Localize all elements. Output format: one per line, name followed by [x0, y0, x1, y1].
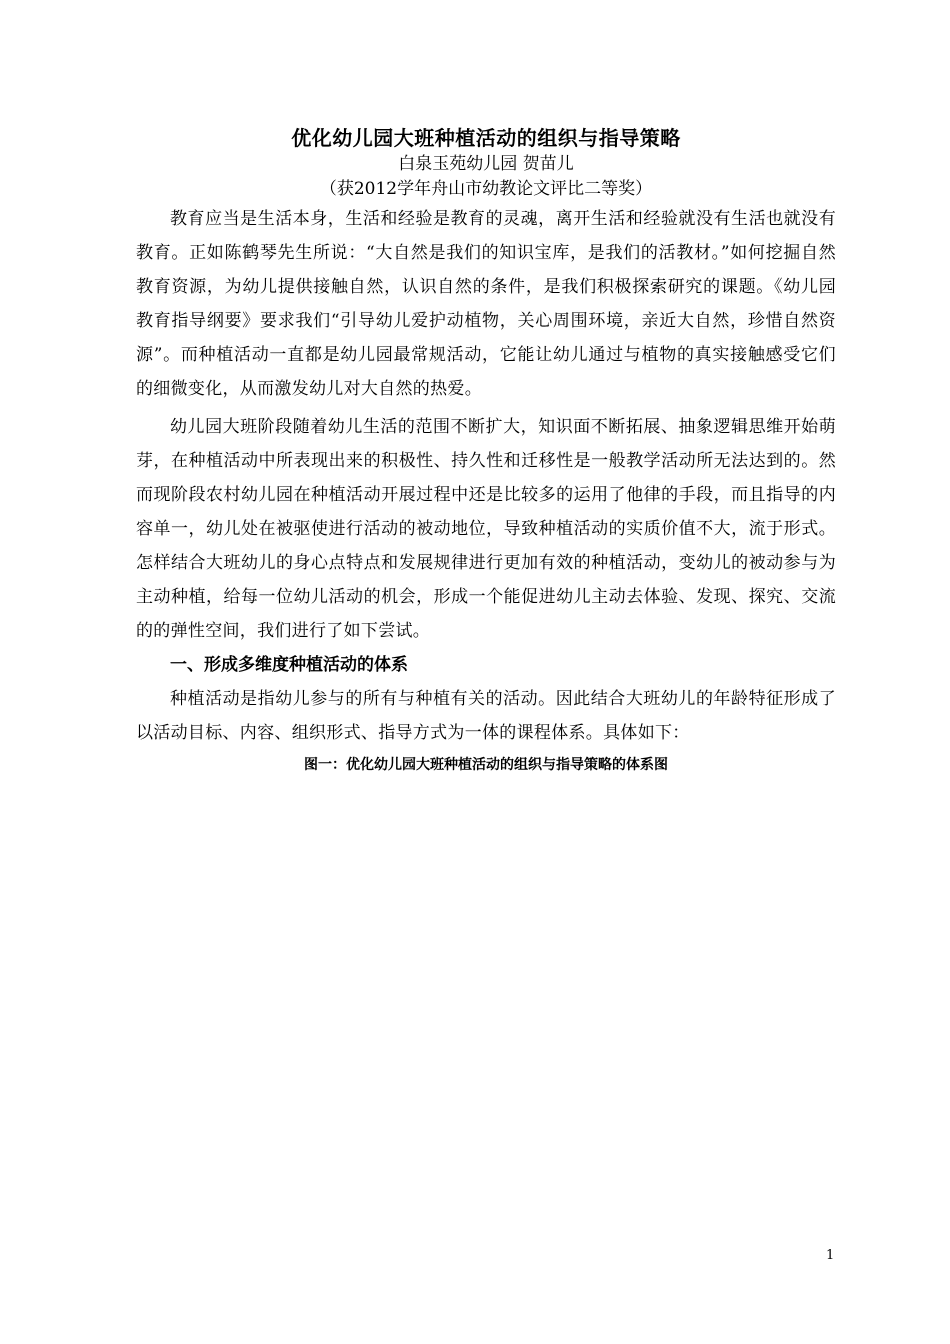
body-paragraph-1: 教育应当是生活本身，生活和经验是教育的灵魂，离开生活和经验就没有生活也就没有教育。正如陈鹤琴先生所说：“大自然是我们的知识宝库，是我们的活教材。”如何挖掘自然教育资源，为幼儿提供接触自然，认识自然的条件，是我们积极探索研究的课题。《幼儿园教育指导纲要》要求我们“引导幼儿爱护动植物，关心周围环境，亲近大自然，珍惜自然资源”。而种植活动一直都是幼儿园最常规活动，它能让幼儿通过与植物的真实接触感受它们的细微变化，从而激发幼儿对大自然的热爱。 [136, 209, 836, 399]
figure-caption: 图一：优化幼儿园大班种植活动的组织与指导策略的体系图 [304, 757, 668, 773]
award-note: （获2012学年舟山市幼教论文评比二等奖） [319, 179, 653, 199]
section-heading: 一、形成多维度种植活动的体系 [170, 655, 408, 675]
page-number: 1 [826, 1248, 835, 1263]
author-line: 白泉玉苑幼儿园 贺苗儿 [398, 154, 574, 174]
body-paragraph-2: 幼儿园大班阶段随着幼儿生活的范围不断扩大，知识面不断拓展、抽象逻辑思维开始萌芽，在种植活动中所表现出来的积极性、持久性和迁移性是一般教学活动所无法达到的。然而现阶段农村幼儿园在种植活动开展过程中还是比较多的运用了他律的手段，而且指导的内容单一，幼儿处在被驱使进行活动的被动地位，导致种植活动的实质价值不大，流于形式。怎样结合大班幼儿的身心点特点和发展规律进行更加有效的种植活动，变幼儿的被动参与为主动种植，给每一位幼儿活动的机会，形成一个能促进幼儿主动去体验、发现、探究、交流的的弹性空间，我们进行了如下尝试。 [136, 417, 836, 641]
document-body [136, 124, 836, 780]
document-title: 优化幼儿园大班种植活动的组织与指导策略 [291, 126, 681, 150]
section-paragraph: 种植活动是指幼儿参与的所有与种植有关的活动。因此结合大班幼儿的年龄特征形成了以活动目标、内容、组织形式、指导方式为一体的课程体系。具体如下： [136, 689, 836, 743]
